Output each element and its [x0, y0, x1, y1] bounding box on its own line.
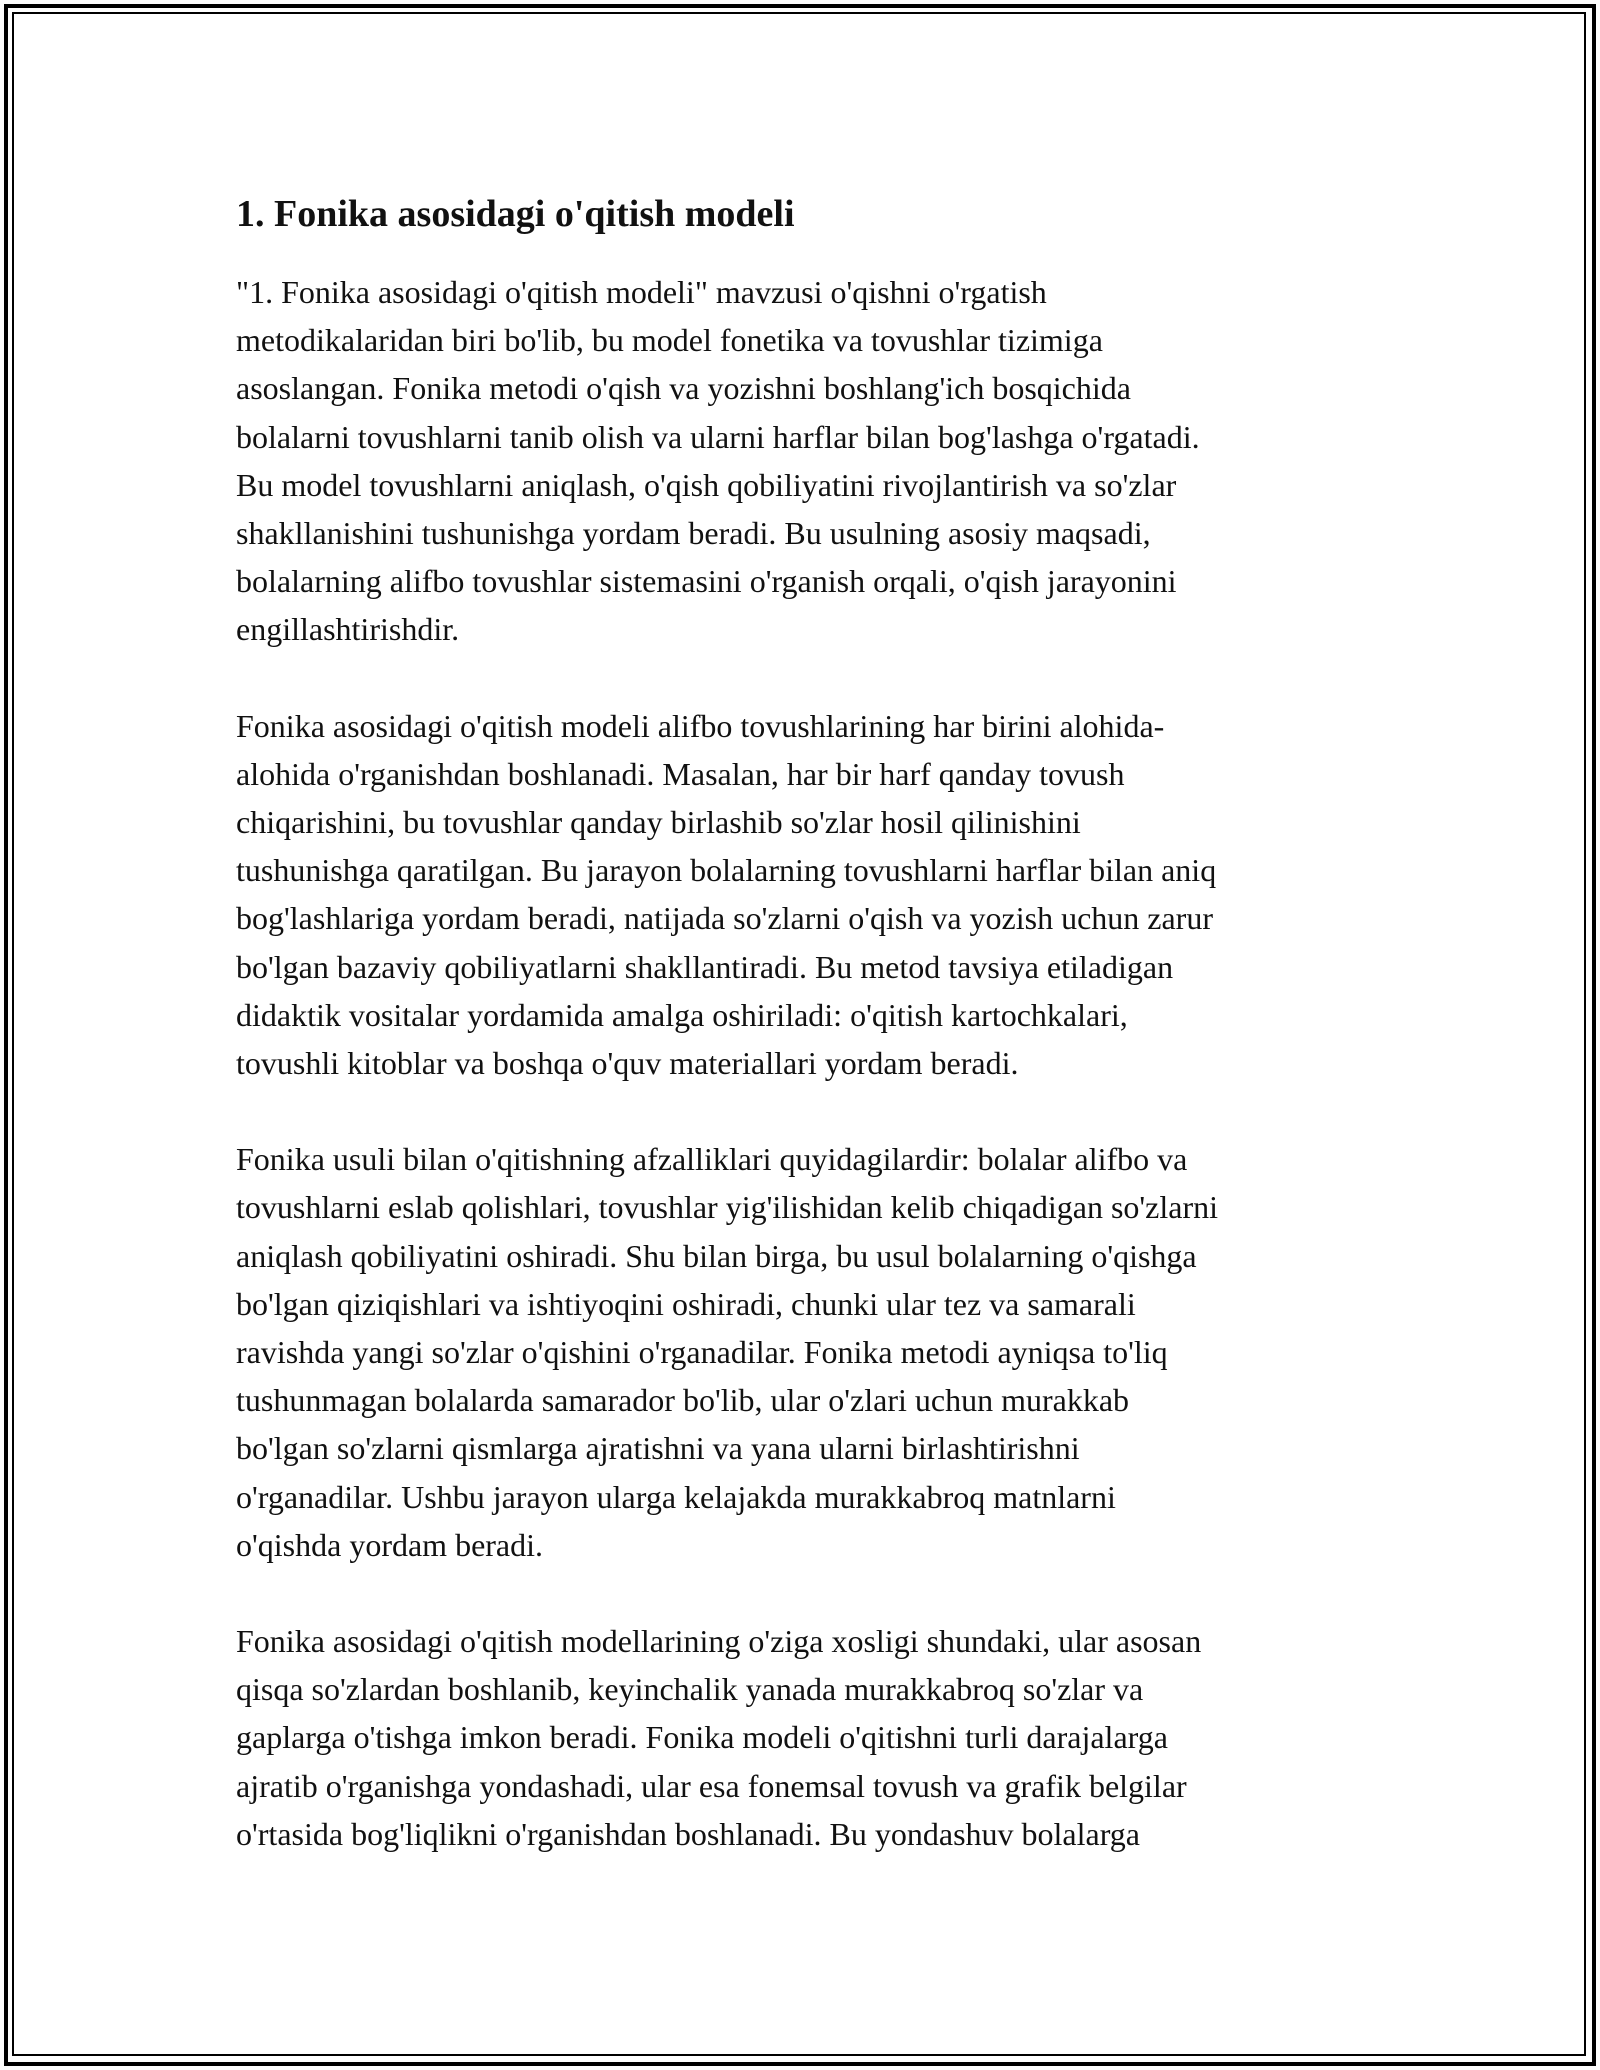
paragraph-line: didaktik vositalar yordamida amalga oshiriladi: o'qitish kartochkalari, — [236, 996, 1128, 1033]
paragraph-line: bolalarning alifbo tovushlar sistemasini o'rganish orqali, o'qish jarayonini — [236, 563, 1177, 600]
paragraph-line: metodikalaridan biri bo'lib, bu model fonetika va tovushlar tizimiga — [236, 322, 1103, 359]
paragraph-line: tushunishga qaratilgan. Bu jarayon bolalarning tovushlarni harflar bilan aniq — [236, 852, 1217, 889]
paragraph-line: tovushlarni eslab qolishlari, tovushlar yig'ilishidan kelib chiqadigan so'zlarni — [236, 1189, 1219, 1226]
paragraph-line: Bu model tovushlarni aniqlash, o'qish qobiliyatini rivojlantirish va so'zlar — [236, 466, 1177, 503]
paragraph-2 — [236, 702, 1376, 1088]
paragraph-line: "1. Fonika asosidagi o'qitish modeli" mavzusi o'qishni o'rgatish — [236, 274, 1047, 310]
paragraph-line: shakllanishini tushunishga yordam beradi. Bu usulning asosiy maqsadi, — [236, 515, 1151, 552]
paragraph-line: Fonika asosidagi o'qitish modeli alifbo tovushlarining har birini alohida- — [236, 707, 1165, 744]
paragraph-line: o'qishda yordam beradi. — [236, 1526, 544, 1563]
paragraph-line: bolalarni tovushlarni tanib olish va ularni harflar bilan bog'lashga o'rgatadi. — [236, 418, 1200, 455]
paragraph-line: Fonika usuli bilan o'qitishning afzalliklari quyidagilardir: bolalar alifbo va — [236, 1141, 1188, 1178]
paragraph-line: Fonika asosidagi o'qitish modellarining o'ziga xosligi shundaki, ular asosan — [236, 1623, 1202, 1660]
paragraph-line: o'rtasida bog'liqlikni o'rganishdan boshlanadi. Bu yondashuv bolalarga — [236, 1815, 1140, 1852]
paragraph-line: bog'lashlariga yordam beradi, natijada so'zlarni o'qish va yozish uchun zarur — [236, 900, 1213, 937]
paragraph-line: ajratib o'rganishga yondashadi, ular esa fonemsal tovush va grafik belgilar — [236, 1767, 1187, 1804]
paragraph-line: aniqlash qobiliyatini oshiradi. Shu bilan birga, bu usul bolalarning o'qishga — [236, 1237, 1197, 1274]
document-body — [236, 188, 1376, 1906]
paragraph-line: bo'lgan bazaviy qobiliyatlarni shakllantiradi. Bu metod tavsiya etiladigan — [236, 948, 1174, 985]
paragraph-line: engillashtirishdir. — [236, 611, 460, 648]
paragraph-4 — [236, 1617, 1376, 1858]
paragraph-line: asoslangan. Fonika metodi o'qish va yozishni boshlang'ich bosqichida — [236, 370, 1131, 407]
paragraph-container — [236, 268, 1376, 1858]
paragraph-line: bo'lgan qiziqishlari va ishtiyoqini oshiradi, chunki ular tez va samarali — [236, 1285, 1136, 1322]
paragraph-line: bo'lgan so'zlarni qismlarga ajratishni va yana ularni birlashtirishni — [236, 1430, 1080, 1467]
paragraph-line: qisqa so'zlardan boshlanib, keyinchalik yanada murakkabroq so'zlar va — [236, 1671, 1144, 1708]
paragraph-line: chiqarishini, bu tovushlar qanday birlashib so'zlar hosil qilinishini — [236, 804, 1081, 841]
paragraph-1 — [236, 268, 1376, 654]
paragraph-line: o'rganadilar. Ushbu jarayon ularga kelajakda murakkabroq matnlarni — [236, 1478, 1116, 1515]
paragraph-line: alohida o'rganishdan boshlanadi. Masalan, har bir harf qanday tovush — [236, 755, 1125, 792]
paragraph-line: tushunmagan bolalarda samarador bo'lib, ular o'zlari uchun murakkab — [236, 1382, 1130, 1419]
paragraph-line: tovushli kitoblar va boshqa o'quv materiallari yordam beradi. — [236, 1045, 1019, 1082]
paragraph-line: ravishda yangi so'zlar o'qishini o'rganadilar. Fonika metodi ayniqsa to'liq — [236, 1334, 1168, 1371]
paragraph-line: gaplarga o'tishga imkon beradi. Fonika modeli o'qitishni turli darajalarga — [236, 1719, 1168, 1756]
paragraph-3 — [236, 1135, 1376, 1569]
document-title: 1. Fonika asosidagi o'qitish modeli — [236, 193, 795, 235]
